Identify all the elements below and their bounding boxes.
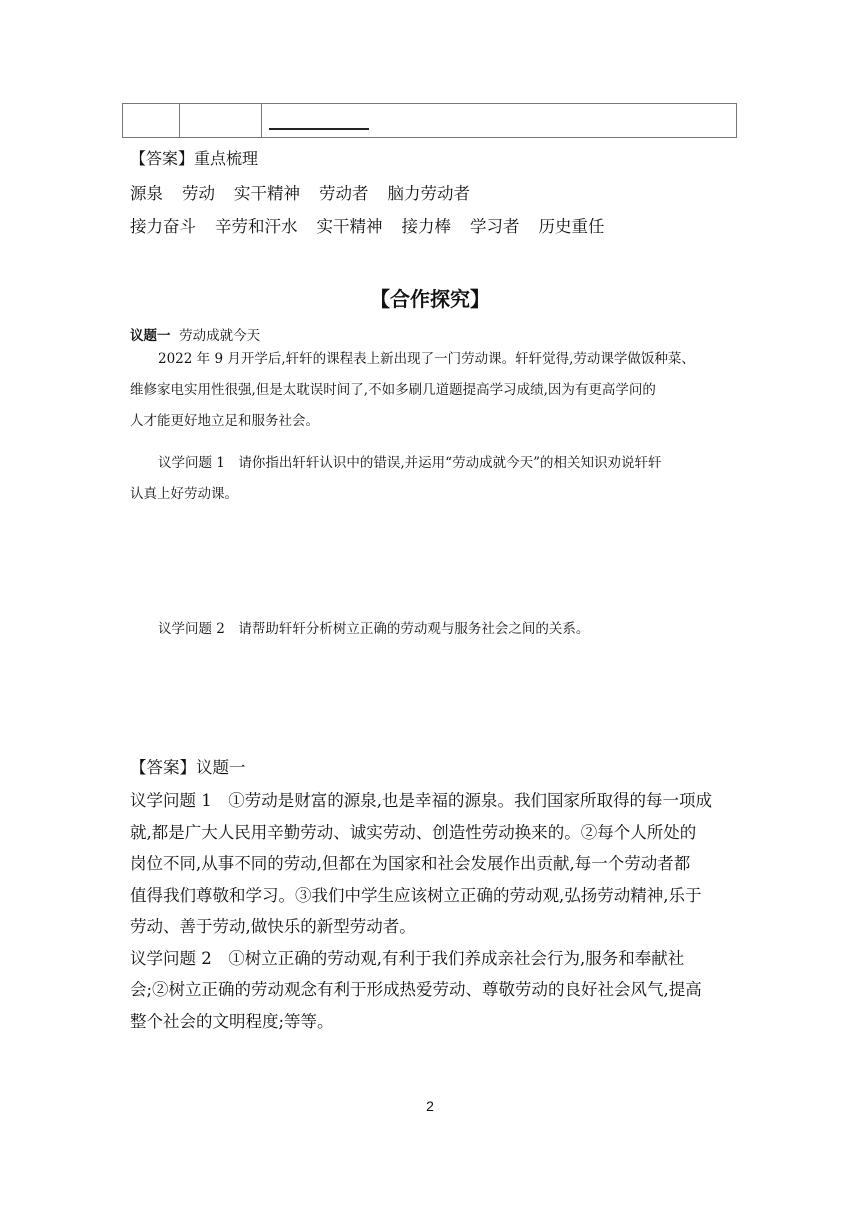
scenario-paragraph — [130, 344, 742, 437]
topic-title: 劳动成就今天 — [179, 328, 261, 344]
answer-line: 议学问题 1 ①劳动是财富的源泉,也是幸福的源泉。我们国家所取得的每一项成 — [130, 791, 712, 810]
keyword: 实干精神 — [234, 184, 300, 203]
keyword-row-1 — [130, 180, 489, 204]
fill-in-blank-line — [269, 128, 369, 130]
answer-line: 议学问题 2 ①树立正确的劳动观,有利于我们养成亲社会行为,服务和奉献社 — [130, 948, 685, 968]
scenario-line: 维修家电实用性很强,但是太耽误时间了,不如多刷几道题提高学习成绩,因为有更高学问的 — [130, 382, 656, 398]
topic-heading — [130, 324, 260, 344]
answer-line: 整个社会的文明程度;等等。 — [130, 1011, 334, 1031]
page-number: 2 — [426, 1098, 434, 1114]
question-1 — [130, 448, 742, 510]
topic-label: 议题一 — [130, 328, 171, 344]
answer-line: 会;②树立正确的劳动观念有利于形成热爱劳动、尊敬劳动的良好社会风气,提高 — [130, 980, 702, 999]
question-2 — [130, 614, 742, 645]
question-line: 议学问题 1 请你指出轩轩认识中的错误,并运用“劳动成就今天”的相关知识劝说轩轩 — [158, 455, 662, 471]
table-fragment — [122, 103, 737, 138]
answer-topic-body — [130, 785, 742, 1037]
keyword: 劳动 — [182, 184, 215, 203]
keyword: 源泉 — [130, 184, 163, 203]
keyword: 学习者 — [470, 217, 520, 236]
keyword: 接力奋斗 — [130, 217, 196, 236]
keyword: 接力棒 — [401, 217, 451, 236]
keyword: 历史重任 — [538, 217, 605, 236]
keyword: 劳动者 — [319, 184, 369, 203]
scenario-line: 2022 年 9 月开学后,轩轩的课程表上新出现了一门劳动课。轩轩觉得,劳动课学做饭种菜、 — [158, 351, 695, 367]
answer-line: 就,都是广大人民用辛勤劳动、诚实劳动、创造性劳动换来的。②每个人所处的 — [130, 822, 697, 842]
scenario-line: 人才能更好地立足和服务社会。 — [130, 413, 319, 429]
answer-review-label: 【答案】重点梳理 — [130, 149, 259, 168]
question-line: 认真上好劳动课。 — [130, 486, 238, 502]
table-column-divider — [261, 104, 262, 137]
answer-line: 劳动、善于劳动,做快乐的新型劳动者。 — [130, 917, 416, 936]
section-title: 【合作探究】 — [370, 287, 490, 311]
keyword-row-2 — [130, 213, 624, 237]
table-column-divider — [179, 104, 180, 137]
question-line: 议学问题 2 请帮助轩轩分析树立正确的劳动观与服务社会之间的关系。 — [158, 621, 590, 637]
answer-line: 值得我们尊敬和学习。③我们中学生应该树立正确的劳动观,弘扬劳动精神,乐于 — [130, 885, 702, 905]
keyword: 实干精神 — [316, 217, 383, 236]
answer-topic-label: 【答案】议题一 — [130, 758, 246, 777]
answer-line: 岗位不同,从事不同的劳动,但都在为国家和社会发展作出贡献,每一个劳动者都 — [130, 854, 691, 873]
keyword: 辛劳和汗水 — [215, 217, 298, 236]
keyword: 脑力劳动者 — [387, 184, 470, 203]
